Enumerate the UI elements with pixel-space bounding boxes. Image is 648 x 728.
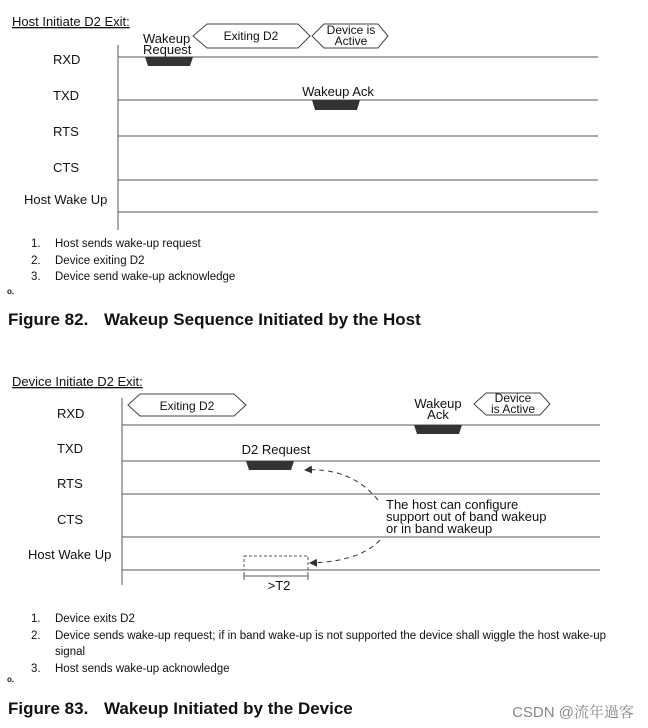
d2-signal-txd: TXD	[57, 441, 83, 456]
d2-device-active-line2: is Active	[490, 402, 536, 416]
d2-d2-request-label: D2 Request	[241, 442, 311, 457]
d1-signal-rxd: RXD	[53, 52, 81, 67]
d2-timing-label: >T2	[267, 578, 291, 593]
figure-83-title: Wakeup Initiated by the Device	[104, 699, 353, 718]
diagram2-heading: Device Initiate D2 Exit:	[12, 374, 143, 389]
d2-note-line2: support out of band wakeup	[386, 509, 547, 524]
d1-device-active-line2: Active	[334, 34, 368, 48]
d2-note-line1: The host can configure	[386, 497, 519, 512]
figure-82-title: Wakeup Sequence Initiated by the Host	[104, 310, 421, 329]
figure-82-number: Figure 82.	[8, 310, 89, 329]
list-item: 1. Host sends wake-up request	[31, 238, 201, 250]
d1-wakeup-request-line2: Request	[143, 42, 192, 57]
d1-signal-host-wake-up: Host Wake Up	[24, 192, 108, 207]
d1-signal-txd: TXD	[53, 88, 79, 103]
d2-wakeup-ack-pulse	[414, 425, 462, 434]
figure-83-caption	[8, 699, 353, 719]
figure-82-caption	[8, 310, 421, 330]
list-item: 2. Device exiting D2	[31, 254, 145, 267]
diagram1-heading: Host Initiate D2 Exit:	[12, 14, 130, 29]
d2-signal-host-wake-up: Host Wake Up	[28, 547, 112, 562]
d2-wakeup-ack-line2: Ack	[427, 407, 449, 422]
d1-signal-rts: RTS	[53, 124, 79, 139]
list-item: 1. Device exits D2	[31, 613, 135, 625]
d1-steps-list	[31, 236, 611, 286]
d2-arrow-to-d2-request	[305, 470, 378, 500]
d1-device-active-line1: Device is	[326, 23, 376, 37]
d2-signal-rts: RTS	[57, 476, 83, 491]
list-item: 3. Host sends wake-up acknowledge	[31, 662, 230, 675]
d1-wakeup-request-pulse	[145, 57, 193, 66]
d2-note-line3: or in band wakeup	[386, 521, 493, 536]
d2-device-active-line1: Device	[494, 391, 532, 405]
d2-wakeup-ack-line1: Wakeup	[414, 396, 462, 411]
d2-signal-cts: CTS	[57, 512, 83, 527]
figure-83-number: Figure 83.	[8, 699, 89, 718]
list-item: 2. Device sends wake-up request; if in band wake-up is not supported the device shall wiggle the host wake-up signal	[31, 629, 607, 658]
d1-exiting-d2-label: Exiting D2	[223, 29, 279, 43]
d1-bullet: o.	[7, 287, 15, 296]
d2-signal-rxd: RXD	[57, 406, 85, 421]
d2-arrow-to-host-wake	[310, 540, 380, 563]
d2-bullet: o.	[7, 675, 15, 684]
d2-steps-list	[31, 611, 631, 677]
d1-wakeup-ack-label: Wakeup Ack	[302, 84, 374, 99]
watermark: CSDN @流年過客	[512, 704, 634, 721]
d1-signal-cts: CTS	[53, 160, 79, 175]
d2-host-wake-pulse	[244, 556, 308, 570]
list-item: 3. Device send wake-up acknowledge	[31, 271, 236, 283]
d2-exiting-d2-label: Exiting D2	[159, 399, 215, 413]
d1-wakeup-request-line1: Wakeup	[143, 31, 191, 46]
d2-d2-request-pulse	[246, 461, 294, 470]
d1-wakeup-ack-pulse	[312, 100, 360, 110]
